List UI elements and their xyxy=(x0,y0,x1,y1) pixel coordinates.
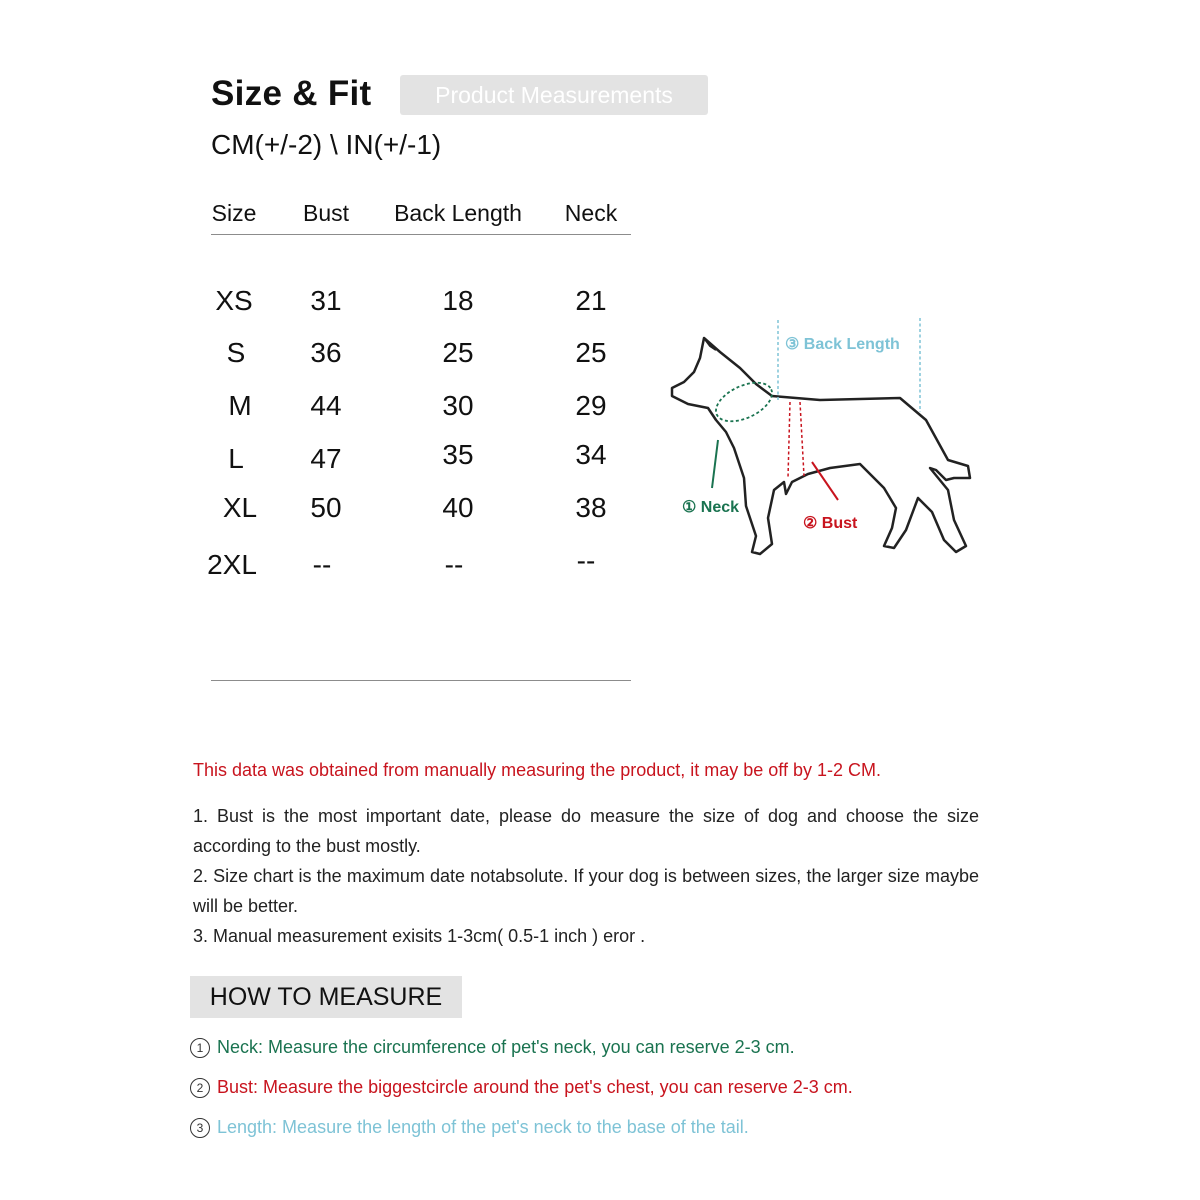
back-length-cell: 40 xyxy=(442,492,474,523)
how-to-step-neck xyxy=(190,1036,795,1058)
bust-measure-line xyxy=(788,402,790,478)
bust-cell: 47 xyxy=(310,443,342,474)
neck-cell: 25 xyxy=(575,337,607,368)
size-cell: L xyxy=(228,443,244,474)
column-header-neck: Neck xyxy=(564,200,618,226)
size-cell: S xyxy=(226,337,246,368)
back-length-cell: 18 xyxy=(442,285,474,316)
dog-measurement-diagram xyxy=(660,300,990,570)
bust-cell: 31 xyxy=(310,285,342,316)
back-length-label: ③ Back Length xyxy=(785,336,900,353)
bust-cell: 44 xyxy=(310,390,342,421)
back-length-cell: 30 xyxy=(442,390,474,421)
tolerance-text: CM(+/-2) \ IN(+/-1) xyxy=(211,129,442,160)
neck-cell: -- xyxy=(576,545,596,576)
step-number-icon: 1 xyxy=(190,1038,210,1058)
table-bottom-divider xyxy=(211,680,631,681)
back-length-cell: -- xyxy=(444,549,464,580)
column-header-bust: Bust xyxy=(302,200,350,226)
note-item: 1. Bust is the most important date, please do measure the size of dog and choose the size according to the bust mostly. xyxy=(193,806,979,856)
step-text: Neck: Measure the circumference of pet's neck, you can reserve 2-3 cm. xyxy=(217,1037,795,1057)
table-header-divider xyxy=(211,234,631,235)
page-title: Size & Fit xyxy=(211,74,372,113)
neck-cell: 38 xyxy=(575,492,607,523)
bust-cell: 50 xyxy=(310,492,342,523)
bust-measure-line xyxy=(800,402,804,476)
neck-cell: 21 xyxy=(575,285,607,316)
notes-list xyxy=(193,801,979,951)
note-item: 2. Size chart is the maximum date notabsolute. If your dog is between sizes, the larger size maybe will be better. xyxy=(193,866,979,916)
bust-cell: -- xyxy=(312,549,332,580)
column-header-back-length: Back Length xyxy=(394,200,522,226)
neck-pointer-line xyxy=(712,440,718,488)
back-length-cell: 35 xyxy=(442,439,474,470)
column-header-size: Size xyxy=(211,200,257,226)
size-cell: XS xyxy=(215,285,253,316)
bust-label: ② Bust xyxy=(803,515,858,532)
note-item: 3. Manual measurement exisits 1-3cm( 0.5-1 inch ) eror . xyxy=(193,926,646,946)
how-to-step-length xyxy=(190,1116,749,1138)
neck-cell: 34 xyxy=(575,439,607,470)
neck-label: ① Neck xyxy=(682,499,740,516)
bust-cell: 36 xyxy=(310,337,342,368)
how-to-measure-heading: HOW TO MEASURE xyxy=(190,976,462,1018)
size-cell: 2XL xyxy=(207,549,257,580)
disclaimer-note: This data was obtained from manually measuring the product, it may be off by 1-2 CM. xyxy=(193,760,881,780)
neck-cell: 29 xyxy=(575,390,607,421)
product-measurements-badge: Product Measurements xyxy=(400,75,708,115)
step-text: Bust: Measure the biggestcircle around the pet's chest, you can reserve 2-3 cm. xyxy=(217,1077,853,1097)
neck-measure-ring xyxy=(710,375,778,429)
step-text: Length: Measure the length of the pet's neck to the base of the tail. xyxy=(217,1117,749,1137)
step-number-icon: 2 xyxy=(190,1078,210,1098)
size-cell: XL xyxy=(222,492,258,523)
step-number-icon: 3 xyxy=(190,1118,210,1138)
size-cell: M xyxy=(228,390,252,421)
how-to-step-bust xyxy=(190,1076,853,1098)
back-length-cell: 25 xyxy=(442,337,474,368)
